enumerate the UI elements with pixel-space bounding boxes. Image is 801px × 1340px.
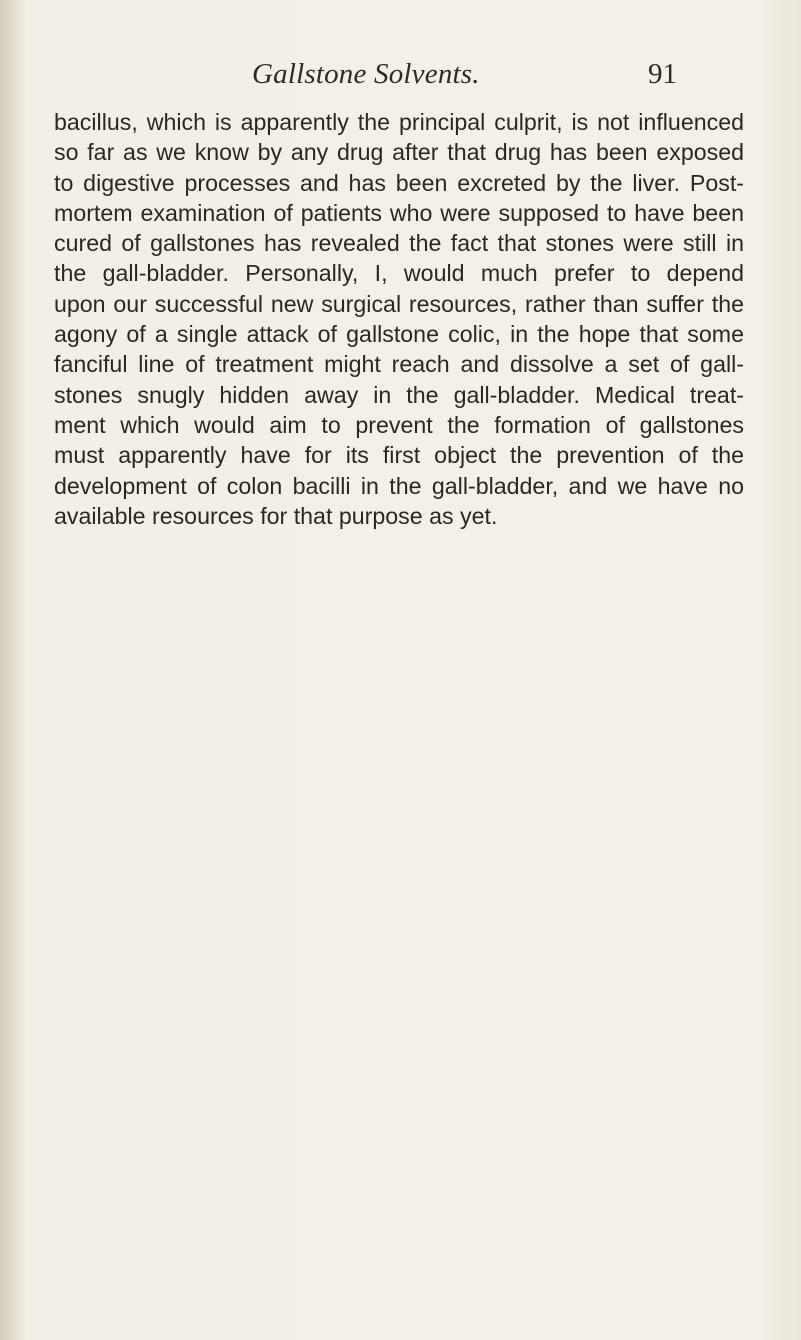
text-line: ment which would aim to prevent the formation of gallstones — [54, 411, 744, 438]
text-line: stones snugly hidden away in the gall-bladder. Medical treat- — [54, 381, 744, 408]
text-line: development of colon bacilli in the gall-bladder, and we have no — [54, 472, 744, 499]
spine-shadow — [0, 0, 26, 1340]
text-line: fanciful line of treatment might reach and dissolve a set of gall- — [54, 351, 744, 378]
body-paragraph — [54, 107, 744, 531]
text-line: must apparently have for its first object the prevention of the — [54, 442, 744, 469]
page-number: 91 — [648, 58, 677, 90]
text-line: bacillus, which is apparently the principal culprit, is not influenced — [54, 109, 744, 135]
text-line: agony of a single attack of gallstone colic, in the hope that some — [54, 321, 744, 348]
text-line: mortem examination of patients who were supposed to have been — [54, 199, 744, 226]
text-line: upon our successful new surgical resources, rather than suffer the — [54, 290, 744, 317]
text-line: available resources for that purpose as yet. — [54, 502, 498, 529]
running-head — [0, 58, 801, 98]
running-title: Gallstone Solvents. — [252, 58, 480, 90]
text-line: cured of gallstones has revealed the fact that stones were still in — [54, 230, 744, 257]
text-line: so far as we know by any drug after that drug has been exposed — [54, 139, 744, 166]
text-line: the gall-bladder. Personally, I, would much prefer to depend — [54, 260, 744, 287]
text-line: to digestive processes and has been excreted by the liver. Post- — [54, 169, 744, 196]
